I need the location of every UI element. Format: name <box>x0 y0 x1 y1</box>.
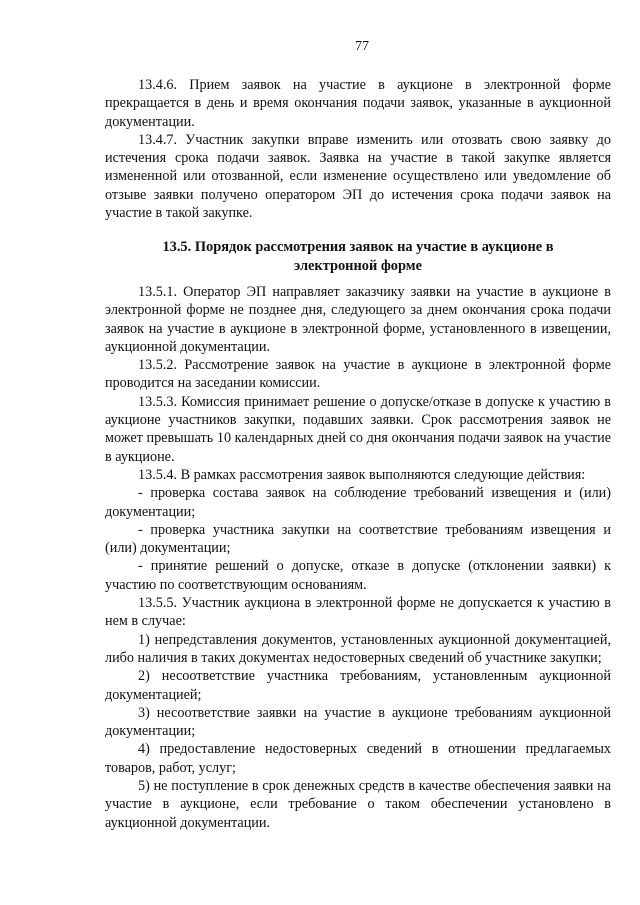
list-item-4: 4) предоставление недостоверных сведений в отношении предлагаемых товаров, работ, услуг; <box>105 741 611 776</box>
list-item-3: 3) несоответствие заявки на участие в аукционе требованиям аукционной документации; <box>105 704 611 740</box>
paragraph-13-5-5: 13.5.5. Участник аукциона в электронной форме не допускается к участию в нем в случае: <box>105 595 611 630</box>
list-item-check-composition: - проверка состава заявок на соблюдение требований извещения и (или) документации; <box>105 485 611 520</box>
list-item-2: 2) несоответствие участника требованиям, установленным аукционной документацией; <box>105 668 611 703</box>
section-title: 13.5. Порядок рассмотрения заявок на участие в аукционе в электронной форме <box>162 239 554 274</box>
document-page <box>105 38 611 832</box>
paragraph-13-5-3: 13.5.3. Комиссия принимает решение о допуске/отказе в допуске к участию в аукционе участников закупки, подавших заявки. Срок рассмотрения заявок не может превышать 10 календарных дней со дня окончания подачи заявок на участие в аукционе. <box>105 393 611 465</box>
list-item-admission-decision: - принятие решений о допуске, отказе в допуске (отклонении заявки) к участию по соответствующим основаниям. <box>105 558 611 593</box>
paragraph-13-5-2: 13.5.2. Рассмотрение заявок на участие в аукционе в электронной форме проводится на заседании комиссии. <box>105 357 611 392</box>
list-item-5: 5) не поступление в срок денежных средств в качестве обеспечения заявки на участие в аукционе, если требование о таком обеспечении установлено в аукционной документации. <box>105 777 611 831</box>
paragraph-13-4-7: 13.4.7. Участник закупки вправе изменить или отозвать свою заявку до истечения срока подачи заявок. Заявка на участие в такой закупке является измененной или отозванной, если изменение осуществлено или уведомление об отзыве заявки получено оператором ЭП до истечения срока подачи заявок на участие в такой закупке. <box>105 131 611 222</box>
paragraph-13-5-1: 13.5.1. Оператор ЭП направляет заказчику заявки на участие в аукционе в электронной форме не позднее дня, следующего за днем окончания срока подачи заявок на участие в аукционе в электронной форме, установленного в извещении, аукционной документации. <box>105 283 611 355</box>
paragraph-13-5-4: 13.5.4. В рамках рассмотрения заявок выполняются следующие действия: <box>138 466 586 483</box>
paragraph-13-4-6: 13.4.6. Прием заявок на участие в аукционе в электронной форме прекращается в день и время окончания подачи заявок, указанные в аукционной документации. <box>105 77 611 130</box>
list-item-1: 1) непредставления документов, установленных аукционной документацией, либо наличия в таких документах недостоверных сведений об участнике закупки; <box>105 631 611 666</box>
list-item-check-participant: - проверка участника закупки на соответствие требованиям извещения и (или) документации; <box>105 521 611 557</box>
page-number: 77 <box>355 39 369 54</box>
